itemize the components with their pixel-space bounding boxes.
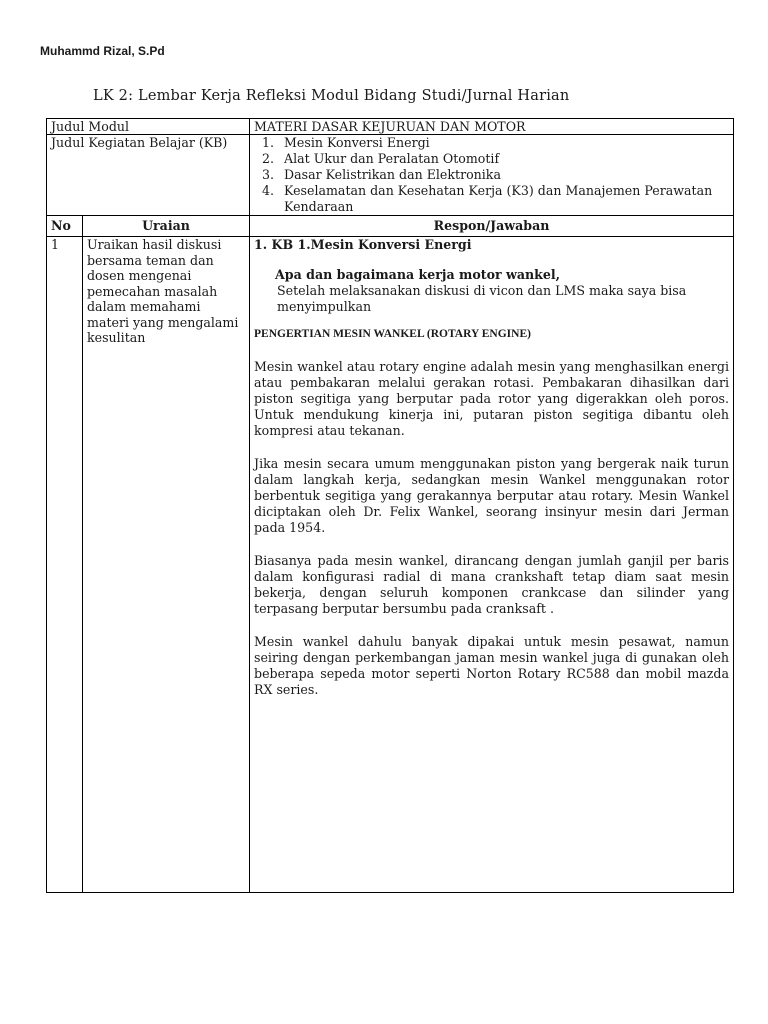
row-number: 1 [47, 237, 83, 893]
kb-item: 3. Dasar Kelistrikan dan Elektronika [278, 167, 729, 183]
kb-item: 1. Mesin Konversi Energi [278, 135, 729, 151]
question-answer: Setelah melaksanakan diskusi di vicon dan LMS maka saya bisa menyimpulkan [277, 283, 687, 314]
respon-cell [250, 237, 734, 893]
kb-item: 2. Alat Ukur dan Peralatan Otomotif [278, 151, 729, 167]
judul-kb-label: Judul Kegiatan Belajar (KB) [47, 135, 250, 216]
paragraph: Biasanya pada mesin wankel, dirancang dengan jumlah ganjil per baris dalam konfigurasi radial di mana crankshaft tetap diam saat mesin bekerja, dengan seluruh komponen crankcase dan silinder yang terpasang berputar bersumbu pada cranksaft . [254, 553, 730, 616]
table-row-judul-kb [47, 135, 734, 216]
col-header-no: No [47, 216, 83, 237]
table-row [47, 237, 734, 893]
paragraph: Mesin wankel atau rotary engine adalah mesin yang menghasilkan energi atau pembakaran melalui gerakan rotasi. Pembakaran dihasilkan dari piston segitiga yang berputar pada rotor yang digerakkan oleh poros. Untuk mendukung kinerja ini, putaran piston segitiga dibantu oleh kompresi atau tekanan. [254, 359, 730, 438]
col-header-respon: Respon/Jawaban [250, 216, 734, 237]
question: Apa dan bagaimana kerja motor wankel, [275, 267, 561, 282]
table-row-judul-modul [47, 119, 734, 135]
paragraph: Jika mesin secara umum menggunakan piston yang bergerak naik turun dalam langkah kerja, sedangkan mesin Wankel menggunakan rotor berbentuk segitiga yang gerakannya berputar atau rotary. Mesin Wankel diciptakan oleh Dr. Felix Wankel, seorang insinyur mesin dari Jerman pada 1954. [254, 456, 730, 535]
author-name: Muhammd Rizal, S.Pd [40, 44, 165, 58]
section-heading: PENGERTIAN MESIN WANKEL (ROTARY ENGINE) [254, 328, 531, 340]
kb-list-cell [250, 135, 734, 216]
judul-modul-value: MATERI DASAR KEJURUAN DAN MOTOR [250, 119, 734, 135]
document-title: LK 2: Lembar Kerja Refleksi Modul Bidang Studi/Jurnal Harian [93, 88, 570, 104]
col-header-uraian: Uraian [83, 216, 250, 237]
kb-title: 1. KB 1.Mesin Konversi Energi [254, 237, 472, 252]
judul-modul-label: Judul Modul [47, 119, 250, 135]
paragraph: Mesin wankel dahulu banyak dipakai untuk mesin pesawat, namun seiring dengan perkembangan jaman mesin wankel juga di gunakan oleh beberapa sepeda motor seperti Norton Rotary RC588 dan mobil mazda RX series. [254, 634, 730, 697]
table-header-row [47, 216, 734, 237]
worksheet-table [46, 118, 734, 893]
kb-list [254, 135, 729, 215]
uraian-text: Uraikan hasil diskusi bersama teman dan dosen mengenai pemecahan masalah dalam memahami materi yang mengalami kesulitan [83, 237, 250, 893]
kb-item: 4. Keselamatan dan Kesehatan Kerja (K3) dan Manajemen Perawatan Kendaraan [278, 183, 729, 215]
